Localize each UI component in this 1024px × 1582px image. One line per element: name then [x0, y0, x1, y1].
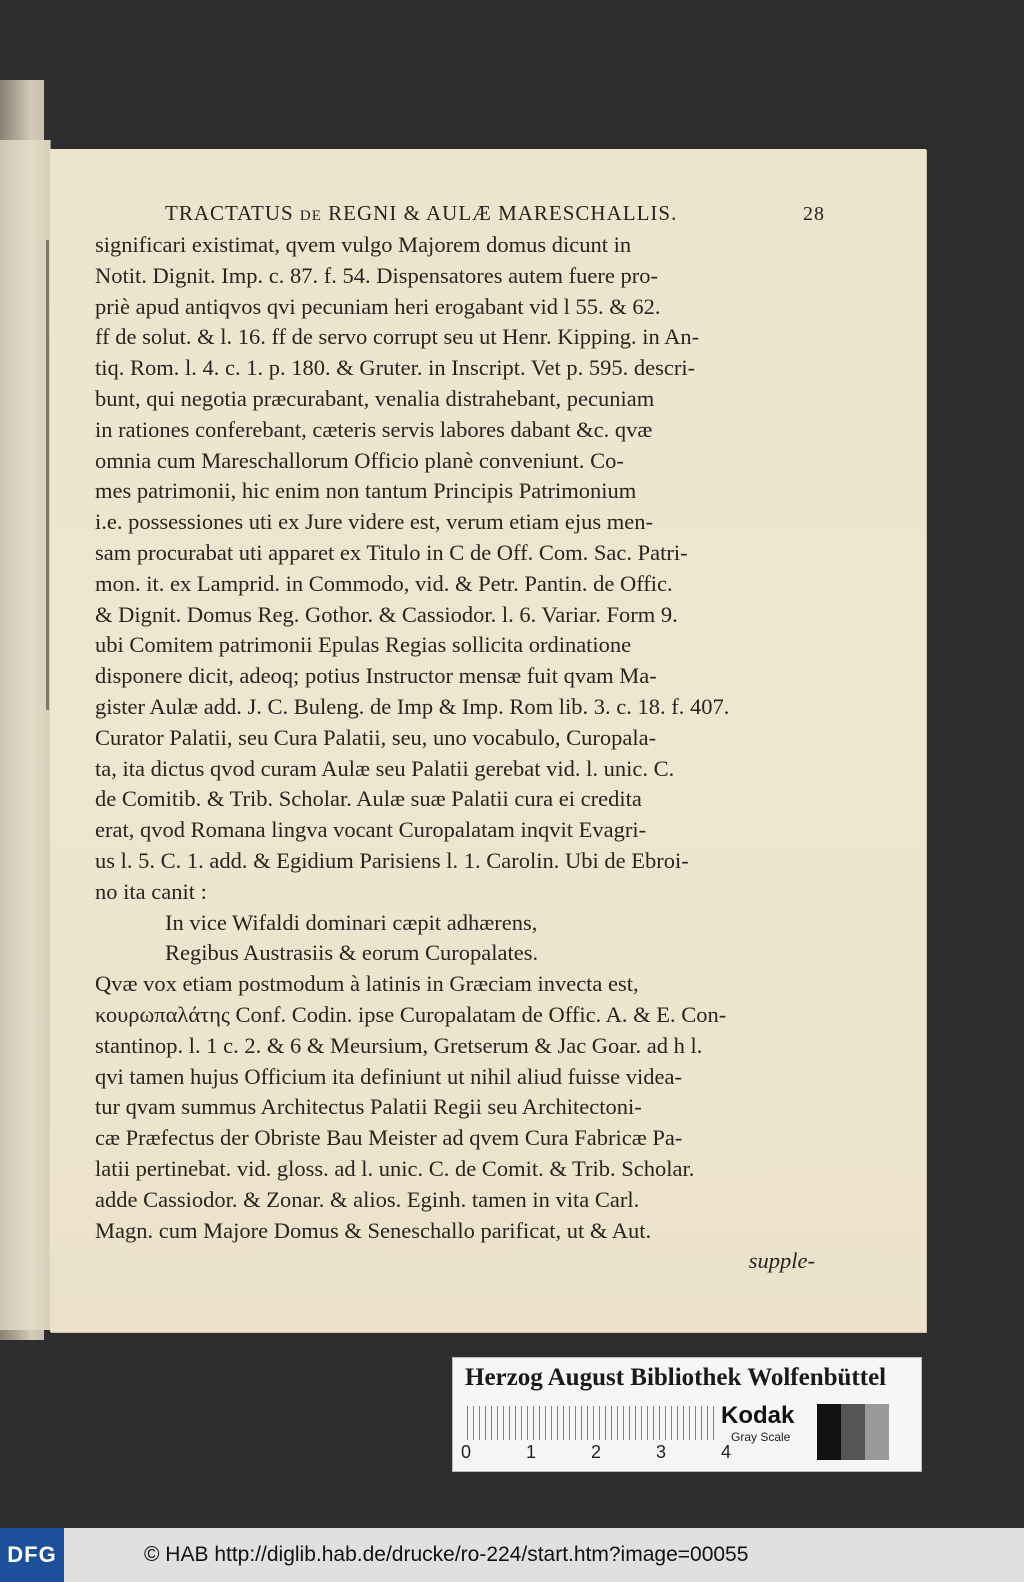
text-line: de Comitib. & Trib. Scholar. Aulæ suæ Palatii cura ei credita: [95, 786, 642, 812]
text-line: omnia cum Mareschallorum Officio planè conveniunt. Co-: [95, 447, 624, 473]
ruler-numbers: [461, 1442, 731, 1463]
text-line: us l. 5. C. 1. add. & Egidium Parisiens l. 1. Carolin. Ubi de Ebroi-: [95, 847, 689, 873]
footer-credit[interactable]: © HAB http://diglib.hab.de/drucke/ro-224/start.htm?image=00055: [144, 1543, 749, 1566]
text-line: κουρωπαλάτης Conf. Codin. ipse Curopalatam de Offic. A. & E. Con-: [95, 1001, 727, 1027]
text-line: priè apud antiqvos qvi pecuniam heri erogabant vid l 55. & 62.: [95, 293, 661, 319]
text-line: significari existimat, qvem vulgo Majorem domus dicunt in: [95, 232, 632, 257]
dfg-logo[interactable]: DFG: [0, 1528, 64, 1582]
margin-marker: [46, 240, 49, 710]
page-text: [95, 201, 825, 1277]
ruler-number: 4: [720, 1442, 731, 1462]
text-line: stantinop. l. 1 c. 2. & 6 & Meursium, Gretserum & Jac Goar. ad h l.: [95, 1032, 703, 1058]
text-line: Qvæ vox etiam postmodum à latinis in Græciam invecta est,: [95, 971, 639, 997]
text-line: cæ Præfectus der Obriste Bau Meister ad qvem Cura Fabricæ Pa-: [95, 1125, 683, 1151]
ruler-number: 0: [461, 1442, 472, 1462]
text-line: latii pertinebat. vid. gloss. ad l. unic. C. de Comit. & Trib. Scholar.: [95, 1155, 695, 1181]
text-line: Notit. Dignit. Imp. c. 87. f. 54. Dispensatores autem fuere pro-: [95, 262, 658, 288]
book-page: [50, 149, 926, 1332]
text-line: qvi tamen hujus Officium ita definiunt ut nihil aliud fuisse videa-: [95, 1063, 682, 1089]
catchword: supple-: [748, 1248, 815, 1274]
verse-block: [95, 908, 825, 970]
text-line: erat, qvod Romana lingva vocant Curopalatam inqvit Evagri-: [95, 817, 647, 843]
running-head: [95, 201, 825, 226]
ruler-number: 3: [655, 1442, 666, 1462]
text-line: no ita canit :: [95, 878, 207, 904]
ruler-number: 2: [590, 1442, 601, 1462]
text-line: tiq. Rom. l. 4. c. 1. p. 180. & Gruter. in Inscript. Vet p. 595. descri-: [95, 355, 696, 381]
text-line: & Dignit. Domus Reg. Gothor. & Cassiodor. l. 6. Variar. Form 9.: [95, 601, 678, 627]
text-line: ff de solut. & l. 16. ff de servo corrupt seu ut Henr. Kipping. in An-: [95, 324, 700, 350]
verse-line: Regibus Austrasiis & eorum Curopalates.: [165, 940, 539, 966]
text-line: ta, ita dictus qvod curam Aulæ seu Palatii gerebat vid. l. unic. C.: [95, 755, 675, 781]
running-head-title: TRACTATUS de REGNI & AULÆ MARESCHALLIS.: [165, 201, 678, 225]
text-line: i.e. possessiones uti ex Jure videre est, verum etiam ejus men-: [95, 509, 653, 535]
footer-bar: [0, 1528, 1024, 1582]
body-text-continued: [95, 969, 825, 1246]
text-line: tur qvam summus Architectus Palatii Regii seu Architectoni-: [95, 1094, 642, 1120]
verse-line: In vice Wifaldi dominari cæpit adhærens,: [165, 909, 538, 935]
text-line: bunt, qui negotia præcurabant, venalia distrahebant, pecuniam: [95, 385, 655, 411]
gray-scale-label: Gray Scale: [731, 1430, 791, 1444]
text-line: gister Aulæ add. J. C. Buleng. de Imp & Imp. Rom lib. 3. c. 18. f. 407.: [95, 693, 730, 719]
text-line: adde Cassiodor. & Zonar. & alios. Eginh. tamen in vita Carl.: [95, 1186, 640, 1212]
color-calibration-card: [452, 1357, 922, 1472]
gray-scale-swatches: [817, 1404, 889, 1460]
text-line: disponere dicit, adeoq; potius Instructor mensæ fuit qvam Ma-: [95, 663, 657, 689]
ruler-number: 1: [525, 1442, 536, 1462]
body-text: [95, 230, 825, 908]
ruler: [467, 1406, 717, 1440]
text-line: Curator Palatii, seu Cura Palatii, seu, uno vocabulo, Curopala-: [95, 724, 657, 750]
text-line: sam procurabat uti apparet ex Titulo in C de Off. Com. Sac. Patri-: [95, 539, 688, 565]
page-number: 28: [803, 203, 825, 225]
text-line: mes patrimonii, hic enim non tantum Principis Patrimonium: [95, 478, 637, 504]
library-name: Herzog August Bibliothek Wolfenbüttel: [465, 1364, 887, 1391]
facing-page-edge: [0, 140, 51, 1330]
kodak-logo: Kodak: [721, 1402, 795, 1429]
text-line: in rationes conferebant, cæteris servis labores dabant &c. qvæ: [95, 416, 653, 442]
text-line: mon. it. ex Lamprid. in Commodo, vid. & Petr. Pantin. de Offic.: [95, 570, 673, 596]
text-line: ubi Comitem patrimonii Epulas Regias sollicita ordinatione: [95, 632, 632, 658]
text-line: Magn. cum Majore Domus & Seneschallo parificat, ut & Aut.: [95, 1217, 652, 1243]
